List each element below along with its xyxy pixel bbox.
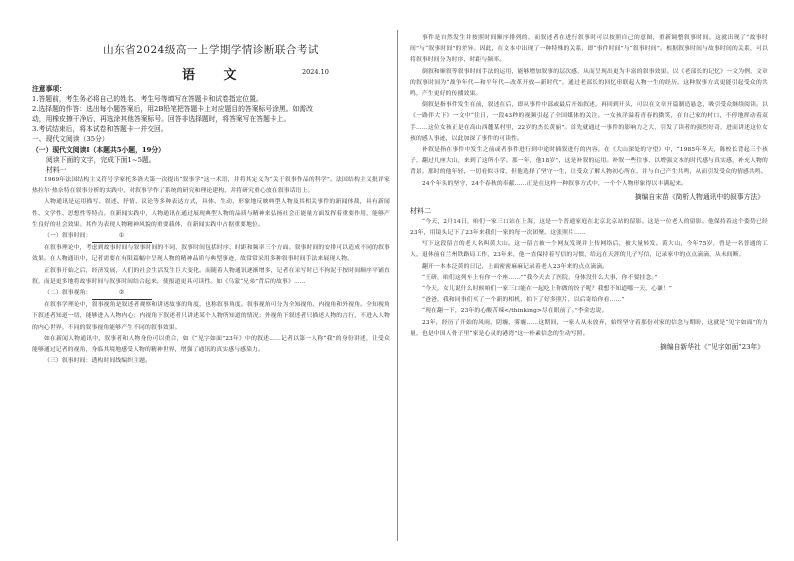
paragraph: 翻开一本本泛黄的日记，上面密密麻麻记录着老人23年来的点点滴滴。 (422, 263, 609, 270)
material-label: 材料二 (410, 206, 431, 215)
left-column (32, 0, 390, 561)
subsection-heading: （一）现代文阅读Ⅰ（本题共5小题，19分） (32, 146, 165, 154)
exam-title: 山东省2024级高一上学期学情诊断联合考试 (103, 44, 319, 56)
paragraph: 在叙事理论中，考虑到故事时间与叙事时间的不同，叙事时间包括时序、时距和频率三个方面。叙事时间的安排可以造成不同的叙事效果。在人物通讯中，记者需要在有限篇幅中呈现人物的精神品质与典型事迹，故常常采用多种叙事时间手法来展现人物。 (32, 245, 390, 263)
paragraph: “爸爸，我和同事们买了一个新的相机，拍下了好多照片，以后寄给你看……” (422, 297, 625, 304)
source-citation: 摘编自宋苗《简析人物通讯中的叙事方法》 (634, 192, 764, 201)
subject-line (32, 64, 390, 83)
blank-prefix: （一）叙事时间： (44, 233, 92, 240)
paragraph: 写下这段留言的老人名叫黄大山。这一留言被一个网友发现并上传网络后，被大量转发。黄大山，今年75岁，曾是一名普通的工人，退休前在兰州铁路局工作，23年来，他一直保持着写信的习惯，给远在天涯的儿子写信，记录家中的点点滴滴，从未间断。 (410, 241, 768, 259)
material-label: 材料一 (46, 166, 67, 174)
blank-field-1[interactable]: ① (92, 231, 152, 243)
paragraph: “现在翻一下，23年的心酸苦辣</thinking>尽在眼前了。”李金忠说。 (422, 308, 608, 315)
paragraph: 倒叙和顺叙等叙事时间手法的运用，能够增加叙事的层次感，从而呈现出更为丰富的叙事效果。以《老部长的记忆》一文为例，文章的叙事时间为“战争年代—和平年代—改革开放—新时代”，通过老部长的回忆串联起人物一生的经历，这种叙事方式更能引起受众的共鸣，产生更好的传播效果。 (410, 68, 768, 98)
paragraph: 1969年法国结构主义符号学家托多洛夫第一次提出“叙事学”这一术语，并将其定义为“关于叙事作品的科学”。法国结构主义批评家热拉尔·热奈特在叙事分析的实践中，对叙事学作了系统的研究和理论建构，并将研究重心放在叙事话语上。 (32, 177, 390, 195)
notice-item: 动，用橡皮擦干净后，再选涂其他答案标号。回答非选择题时，将答案写在答题卡上。 (32, 115, 291, 123)
paragraph: “王研，咱们这列车上有你一个座……”“我今天去了医院，身体没什么大事，你不要挂念。” (422, 274, 658, 281)
paragraph: 倒叙是指事件发生在前，叙述在后，即从事件中部或最后开始叙述，再回到开头，可以在文章开篇制造悬念，吸引受众继续阅读。以《一路伴大下》一文中“往日，一段43秒的视频引起了全国媒体的关注。一女孩洋溢着青春的微笑，在自己家的村口，不停地挥动着双手……这位女孩正是在高山西麓某村里，22岁的杰长黄丽”。首先就通过一事件的影响力之大，引发了读者的强烈好奇，进而讲述这位女孩的感人事迹，以此加深了事件的可读性。 (410, 102, 768, 142)
notice-title: 注意事项： (32, 85, 66, 93)
paragraph: 人物通讯是运用描写、叙述、抒情、议论等多种表达方式，具体、生动、形象地反映典型人物及其相关事件的新闻体裁，具有新闻性、文学性、思想性等特点。在新闻实践中，人物通讯在通过展现典型人物的品质与精神来弘扬社会正能量方面发挥着重要作用，能够产生良好的社会效果。其作为表现人物精神风貌的重要载体，在新闻实践中占据重要地位。 (32, 199, 390, 228)
paragraph: （三）叙事时间：透构时间线编织主题。 (44, 358, 152, 365)
paragraph: 如在新闻人物通讯中，叙事者和人物身份可以重合，如《“见字如面”23年》中的叙述……记者以第一人称“我”的身份讲述，让受众能够通过记者的视角，身临其境地感受人物的精神世界，增强了通讯的真实感与感染力。 (32, 335, 390, 354)
paragraph: 在叙事学理论中，叙事视角是叙述者观察和讲述故事的角度，也称叙事角度。叙事视角可分为全知视角、内视角和外视角。全知视角下叙述者知道一切，能够进入人物内心；内视角下叙述者只讲述某个人物所知道的情况；外视角下叙述者只描述人物的言行，不进入人物的内心世界。不同的叙事视角能够产生不同的叙事效果。 (32, 302, 390, 331)
paragraph: 补叙是指在事件中发生之前或者事件进行到中途时插叙进行的内容。在《大山深处的守望》中，“1985年冬天，陈校长背起三个孩子，翻过几座大山，来到了这所小学。那一年，他18岁”，这是补叙的运用。补叙一些往事，以增强文本的时代感与真实感，补充人物的背景。那时的他年轻，一切看似寻常，但他选择了坚守一生，让受众了解人物初心所在，并与自己产生共鸣，从而引发受众的情感共鸣。 (410, 147, 768, 176)
blank-prefix: （二）叙事视角： (44, 290, 92, 297)
notice-item: 1.答题前，考生务必将自己的姓名、考生号等填写在答题卡和试卷指定位置。 (32, 95, 263, 103)
fill-blank-line (32, 288, 390, 300)
paragraph: 24个年头的坚守，24个春秋的奉献……正是在这样一种叙事方式中，一个个人物形象得以丰满起来。 (422, 180, 688, 187)
paragraph: “今天，2月14日，咱们一家三口站在上海，这是一个普通家庭在北京北京站的留影。这是一位老人的留影。他保持着这个姿势已经23年，用镜头记下了23年来我们一家的每一次团聚。这张照片…… (410, 218, 768, 237)
instruction: 阅读下面的文字，完成下面1~5题。 (46, 156, 156, 164)
subject-name: 语 文 (182, 68, 249, 83)
column-divider (397, 30, 398, 541)
right-column (410, 0, 768, 561)
blank-field-2[interactable]: ② (92, 288, 152, 300)
notice-item: 3.考试结束后，将本试卷和答题卡一并交回。 (32, 125, 168, 133)
fill-blank-line (32, 231, 390, 243)
source-citation: 摘编自新华社《“见字如面”23年》 (660, 343, 764, 352)
section-heading: 一、现代文阅读（35分） (32, 135, 109, 143)
paragraph: 23年，经历了开始的风雨、阴霾、雾霾……这期间，一家人从未放弃，始终坚守着那份对家的信念与期盼，这就是“见字如面”的力量，也是中国人骨子里“家是心灵的港湾”这一朴素信念的生动写照。 (410, 319, 768, 337)
paragraph: 正叙事开始之后，经济发展，人们的社会生活发生巨大变化。而随着人物通讯逐渐增多，记者在采写时已不拘泥于按时间顺序平铺直叙，而是更多地将故事时间与叙事时间结合起来，使报道更具可读性。如《乌蒙“兄弟”背后的故事》…… (32, 267, 390, 285)
paragraph: “今天，女儿说什么时候咱们一家三口能在一起吃上你做的饺子呢？我想不知道哪一天，心谦！” (422, 286, 673, 293)
paragraph: 事件是自然发生并按照时间顺序排列的，而叙述者在进行叙事时可以按照自己的意图，重新调整叙事时间。这就出现了“故事时间”与“叙事时间”的差异。因此，在文本中出现了一种特殊的关系，即“事件时间”与“叙事时间”。根据叙事时间与故事时间的关系，可以将叙事时间分为时序、时距与频率。 (410, 35, 768, 64)
exam-date: 2024.10 (302, 68, 329, 76)
notice-item: 2.选择题的作答：选出每小题答案后，用2B铅笔把答题卡上对应题目的答案标号涂黑。如需改 (32, 105, 313, 113)
